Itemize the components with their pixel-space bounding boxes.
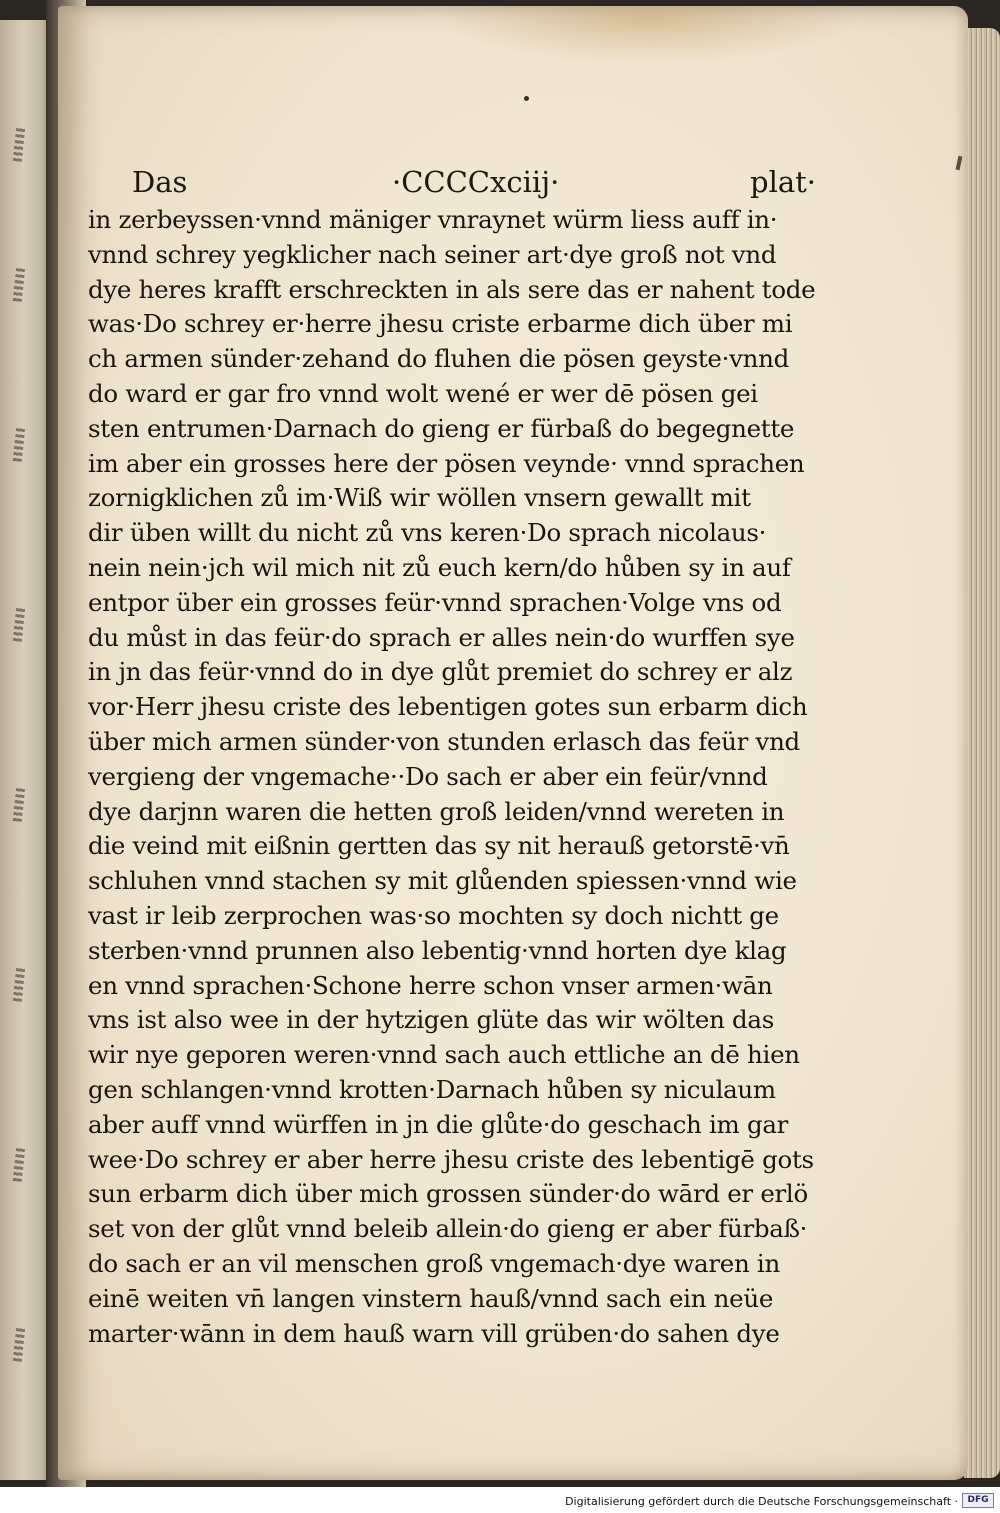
page-stack-edge xyxy=(964,28,1000,1478)
dfg-logo: DFG xyxy=(962,1493,994,1508)
text-line: über mich armen sünder·von stunden erlasch das feür vnd xyxy=(88,726,800,756)
text-line: wir nye geporen weren·vnnd sach auch ettliche an dē hien xyxy=(88,1040,800,1070)
text-line: du můst in das feür·do sprach er alles nein·do wurffen sye xyxy=(88,622,795,652)
text-line: schluhen vnnd stachen sy mit glůenden spiessen·vnnd wie xyxy=(88,866,797,896)
credit-bar xyxy=(0,1489,1000,1513)
running-header xyxy=(0,164,1000,200)
text-line: do sach er an vil menschen groß vngemach·dye waren in xyxy=(88,1248,780,1278)
text-line: dye darjnn waren die hetten groß leiden/vnnd wereten in xyxy=(88,796,785,826)
text-line: marter·wānn in dem hauß warn vill grüben·do sahen dye xyxy=(88,1318,780,1348)
text-line: zornigklichen zů im·Wiß wir wöllen vnsern gewallt mit xyxy=(88,483,751,513)
text-line: dir üben willt du nicht zů vns keren·Do sprach nicolaus· xyxy=(88,518,767,548)
text-line: einē weiten vn̄ langen vinstern hauß/vnnd sach ein neüe xyxy=(88,1283,774,1313)
credit-text: Digitalisierung gefördert durch die Deutsche Forschungsgemeinschaft · xyxy=(565,1495,958,1508)
text-line: do ward er gar fro vnnd wolt wené er wer dē pösen gei xyxy=(88,378,758,408)
text-line: die veind mit eißnin gertten das sy nit herauß getorstē·vn̄ xyxy=(88,831,790,861)
text-line: vast ir leib zerprochen was·so mochten sy doch nichtt ge xyxy=(88,900,779,930)
folio-number: ·CCCCxciij· xyxy=(392,165,560,199)
text-line: vnnd schrey yegklicher nach seiner art·dye groß not vnd xyxy=(88,239,777,269)
text-line: sterben·vnnd prunnen also lebentig·vnnd horten dye klag xyxy=(88,935,787,965)
header-right: plat· xyxy=(750,165,817,199)
water-stain xyxy=(438,6,858,64)
text-line: wee·Do schrey er aber herre jhesu criste des lebentigē gots xyxy=(88,1144,814,1174)
header-left: Das xyxy=(132,165,188,199)
text-line: en vnnd sprachen·Schone herre schon vnser armen·wān xyxy=(88,970,773,1000)
text-line: vergieng der vngemache··Do sach er aber ein feür/vnnd xyxy=(88,761,768,791)
ink-dot xyxy=(524,96,529,101)
text-line: vor·Herr jhesu criste des lebentigen gotes sun erbarm dich xyxy=(88,692,808,722)
text-line: in zerbeyssen·vnnd mäniger vnraynet würm liess auff in· xyxy=(88,205,778,234)
text-line: sten entrumen·Darnach do gieng er fürbaß do begegnette xyxy=(88,413,795,443)
body-text xyxy=(88,203,858,1351)
text-line: was·Do schrey er·herre jhesu criste erbarme dich über mi xyxy=(88,309,793,339)
text-line: dye heres krafft erschreckten in als sere das er nahent tode xyxy=(88,274,816,304)
text-line: im aber ein grosses here der pösen veynde· vnnd sprachen xyxy=(88,448,805,478)
text-line: set von der glůt vnnd beleib allein·do gieng er aber fürbaß· xyxy=(88,1214,808,1244)
text-line: sun erbarm dich über mich grossen sünder·do wārd er erlö xyxy=(88,1179,808,1209)
text-line: nein nein·jch wil mich nit zů euch kern/do hůben sy in auf xyxy=(88,552,791,582)
text-line: ch armen sünder·zehand do fluhen die pösen geyste·vnnd xyxy=(88,344,789,374)
text-line: aber auff vnnd würffen in jn die glůte·do geschach im gar xyxy=(88,1109,789,1139)
text-line: entpor über ein grosses feür·vnnd sprachen·Volge vns od xyxy=(88,587,782,617)
text-line: in jn das feür·vnnd do in dye glůt premiet do schrey er alz xyxy=(88,657,793,687)
text-line: gen schlangen·vnnd krotten·Darnach hůben sy niculaum xyxy=(88,1074,776,1104)
text-line: vns ist also wee in der hytzigen glüte das wir wölten das xyxy=(88,1005,774,1035)
facing-page-edge xyxy=(0,20,52,1480)
